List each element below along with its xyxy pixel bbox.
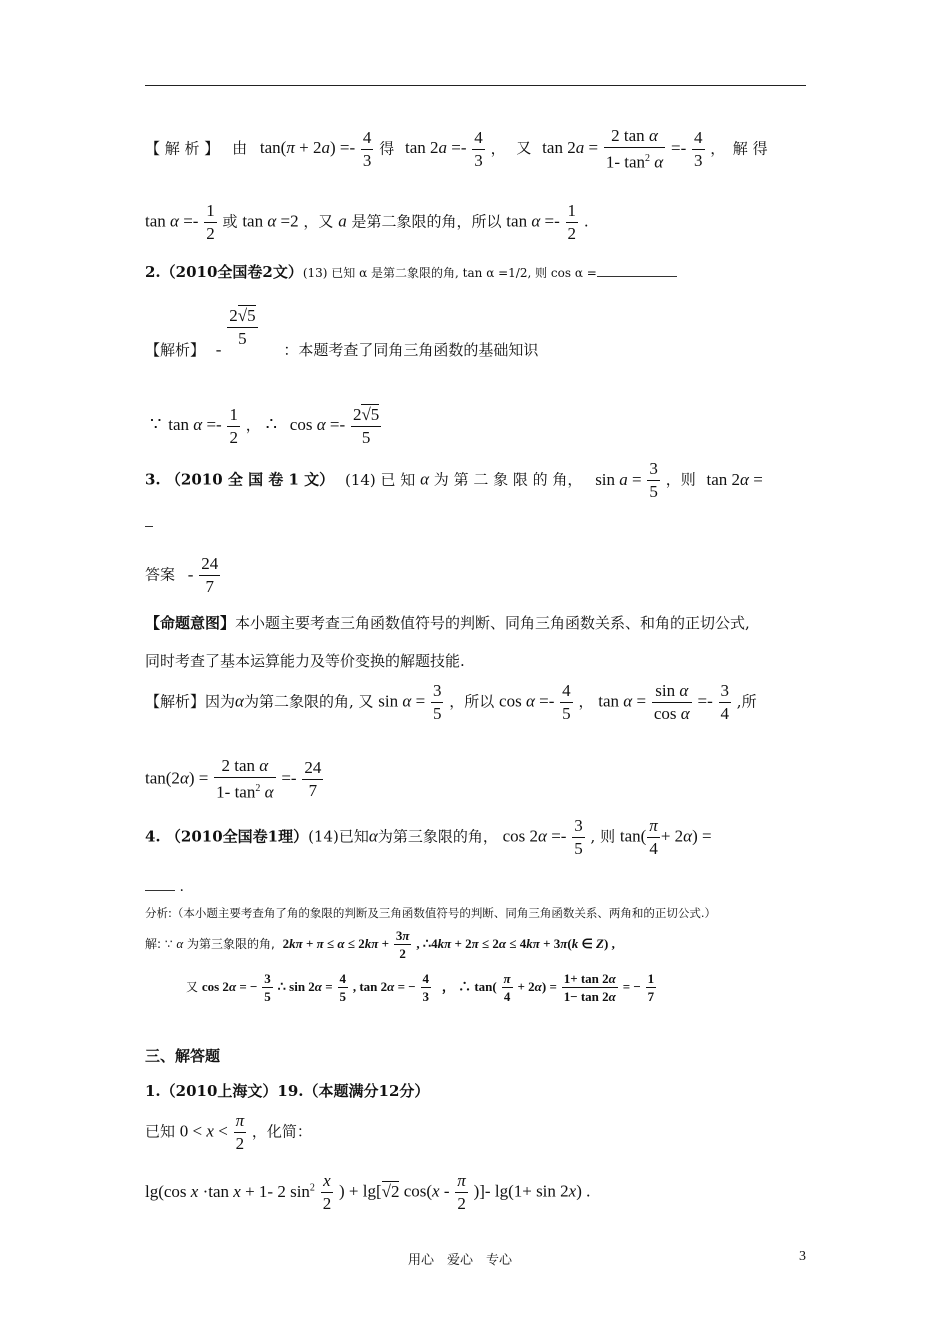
q2-title: 2.（2010全国卷2文）(13) 已知 α 是第二象限的角, tan α =1/2, 则 cos α = xyxy=(145,261,677,282)
q4-blank: . xyxy=(145,876,184,895)
s3-q1-title: 1.（2010上海文）19.（本题满分12分） xyxy=(145,1082,430,1100)
q3-analysis: 【解析】因为α为第二象限的角, 又 sin α = $\frac{3}{5}$ ，所以 cos α =- $\frac{4}{5}$ ， tan α = $\frac{\text{sin α}}{\text{cos α}}$ =- $\frac{3}{4}$ ,所 xyxy=(145,681,757,723)
s3-q1-known: 已知 0 < x < $\frac{\pi}{2}$ ，化简： xyxy=(145,1111,312,1153)
q3-title: 3. （2010 全 国 卷 1 文） (14) 已 知 α 为 第 二 象 限 的 角， sin a = $\frac{3}{5}$ ，则 tan 2α = xyxy=(145,459,763,501)
section-title: 三、解答题 xyxy=(145,1047,221,1065)
q3-blank xyxy=(145,526,153,527)
q2-analysis: 【解析】 - $\frac{2√5}{5}$ ：本题考查了同角三角函数的基础知识 xyxy=(145,306,539,359)
q3-intent-1: 【命题意图】本小题主要考查三角函数值符号的判断、同角三角函数关系、和角的正切公式, xyxy=(145,614,750,632)
answer-blank xyxy=(597,264,677,277)
page-number: 3 xyxy=(799,1249,806,1264)
s3-q1-expression: lg(cos x ·tan x + 1- 2 $\sin^2$ $\frac{x}{2}$ ) + lg[√2 cos(x - $\frac{\pi}{2}$ )]- lg(1+ sin 2x) . xyxy=(145,1171,591,1213)
q4-analysis: 分析:（本小题主要考查角了角的象限的判断及三角函数值符号的判断、同角三角函数关系、两角和的正切公式.） xyxy=(145,906,717,920)
q3-intent-2: 同时考查了基本运算能力及等价变换的解题技能. xyxy=(145,652,465,670)
q4-solution-1: 解: ∵ α 为第三象限的角, 2kπ + π ≤ α ≤ 2kπ + $\frac{3\pi}{2}$ , ∴4kπ + 2π ≤ 2α ≤ 4kπ + 3π(k ∈ Z) , xyxy=(145,928,615,961)
q3-answer: 答案 - $\frac{24}{7}$ xyxy=(145,554,219,596)
q3-formula: tan(2α) = $\frac{\text{2 tan α}}{1- \tan^2 \alpha}$ =- $\frac{24}{7}$ xyxy=(145,756,322,802)
header-rule xyxy=(145,85,806,86)
q1-analysis-line1: 【 解 析 】 由 tan(π + 2a) =- $\frac{4}{3}$ 得 tan 2a =- $\frac{4}{3}$ ， 又 tan 2a = $\frac{\text{2 tan α}}{1- \tan^2 \alpha}$ =- $\frac{4}{3}$ ， 解 得 xyxy=(145,126,768,172)
footer-slogan: 用心 爱心 专心 xyxy=(408,1253,513,1268)
q2-solution: ∵ tan α =- $\frac{1}{2}$ ， ∴ cos α =- $\frac{2√5}{5}$ xyxy=(150,404,380,447)
q1-analysis-line2: tan α =- $\frac{1}{2}$ 或 tan α =2 ，又 a 是第二象限的角，所以 tan α =- $\frac{1}{2}$ . xyxy=(145,201,589,243)
q4-solution-2: 又 cos 2α = − $\frac{3}{5}$ ∴ sin 2α = $\frac{4}{5}$ , tan 2α = − $\frac{4}{3}$ ， ∴ tan( $\frac{\pi}{4}$ + 2α) = $\frac{1+ \tan 2\alpha}{1- \tan 2\alpha}$ = − $\frac{1}{7}$ xyxy=(186,971,655,1004)
analysis-label: 【 解 析 】 xyxy=(145,139,220,158)
q4-title: 4. （2010全国卷1理）(14)已知α为第三象限的角， cos 2α =- $\frac{3}{5}$ , 则 tan( $\frac{\pi}{4}$ + 2α) = xyxy=(145,816,712,858)
